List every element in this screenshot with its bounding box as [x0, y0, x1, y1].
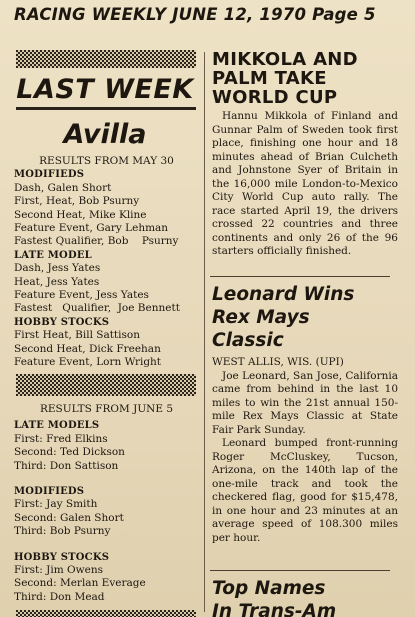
result-line: First, Heat, Bob Psurny — [14, 195, 140, 208]
result-line: Dash, Galen Short — [14, 181, 112, 194]
result-line: Feature Event, Jess Yates — [14, 289, 149, 302]
result-line: Feature Event, Gary Lehman — [14, 222, 169, 235]
result-line: Third: Don Mead — [14, 590, 105, 603]
may30-late-model-heading: LATE MODEL — [14, 249, 92, 261]
headline-line: Leonard Wins — [212, 284, 355, 305]
checker-band-bottom — [16, 610, 196, 617]
article2-dateline: WEST ALLIS, WIS. (UPI) — [212, 356, 344, 368]
last-week-heading: LAST WEEK — [16, 74, 194, 105]
results-june-5 — [14, 403, 199, 604]
result-line: First: Fred Elkins — [14, 432, 108, 445]
article-divider — [210, 276, 390, 277]
headline-line: WORLD CUP — [212, 87, 338, 108]
result-line: Second Heat, Mike Kline — [14, 208, 147, 221]
checker-band-top — [16, 50, 196, 68]
checker-band-middle — [16, 374, 196, 396]
result-line: Second: Galen Short — [14, 511, 124, 524]
masthead: RACING WEEKLY JUNE 12, 1970 Page 5 — [14, 5, 376, 24]
venue-title: Avilla — [63, 119, 147, 150]
article2-paragraph-2: Leonard bumped front-running Roger McCluskey, Tucson, Arizona, on the 140th lap of the one-mile track and took the checkered flag, good for $15,478, in one hour and 23 minutes at an average speed of 108.300 miles per hour. — [212, 437, 398, 544]
results-may-30 — [14, 155, 199, 370]
article2-body — [212, 356, 398, 545]
june5-hobby-heading: HOBBY STOCKS — [14, 551, 110, 563]
headline-line: Rex Mays — [212, 307, 310, 328]
june5-late-models-heading: LATE MODELS — [14, 420, 100, 432]
article2-headline — [212, 283, 402, 352]
result-line: Second: Merlan Everage — [14, 577, 146, 590]
result-line: First: Jim Owens — [14, 564, 103, 577]
article-divider — [210, 570, 390, 571]
may30-modifieds-heading: MODIFIEDS — [14, 169, 85, 181]
article3-headline — [212, 577, 402, 617]
column-rule — [204, 52, 205, 612]
headline-line: Top Names — [212, 578, 326, 599]
result-line: Third: Don Sattison — [14, 459, 119, 472]
result-line: Third: Bob Psurny — [14, 525, 111, 538]
result-line: First: Jay Smith — [14, 498, 98, 511]
result-line: Heat, Jess Yates — [14, 275, 100, 288]
result-line: Second: Ted Dickson — [14, 446, 125, 459]
headline-line: MIKKOLA AND — [212, 49, 358, 70]
result-line: Fastest Qualifier, Joe Bennett — [14, 302, 180, 315]
result-line: Dash, Jess Yates — [14, 262, 101, 275]
june5-modifieds-heading: MODIFIEDS — [14, 486, 85, 498]
article1-paragraph: Hannu Mikkola of Finland and Gunnar Palm of Sweden took first place, finishing one hour and 18 minutes ahead of Brian Culcheth and Johnstone Syer of Britain in the 16,000 mile London-to-Mexico City World Cup auto rally. The race started April 19, the drivers crossed 22 countries and three continents and only 26 of the 96 starters officially finished. — [212, 110, 398, 257]
result-line: Feature Event, Lorn Wright — [14, 356, 162, 369]
result-line: First Heat, Bill Sattison — [14, 329, 140, 342]
headline-line: PALM TAKE — [212, 68, 327, 89]
headline-line: Classic — [212, 330, 284, 351]
headline-line: In Trans-Am — [212, 601, 337, 617]
may30-title: RESULTS FROM MAY 30 — [39, 155, 174, 167]
article2-paragraph-1: Joe Leonard, San Jose, California came from behind in the last 10 miles to win the 21st annual 150-mile Rex Mays Classic at State Fair Park Sunday. — [212, 369, 399, 436]
result-line: Fastest Qualifier, Bob Psurny — [14, 235, 179, 248]
may30-hobby-heading: HOBBY STOCKS — [14, 316, 110, 328]
article1-body — [212, 110, 398, 259]
heading-rule — [16, 107, 196, 110]
article1-headline — [212, 50, 402, 107]
result-line: Second Heat, Dick Freehan — [14, 342, 161, 355]
june5-title: RESULTS FROM JUNE 5 — [39, 403, 174, 415]
